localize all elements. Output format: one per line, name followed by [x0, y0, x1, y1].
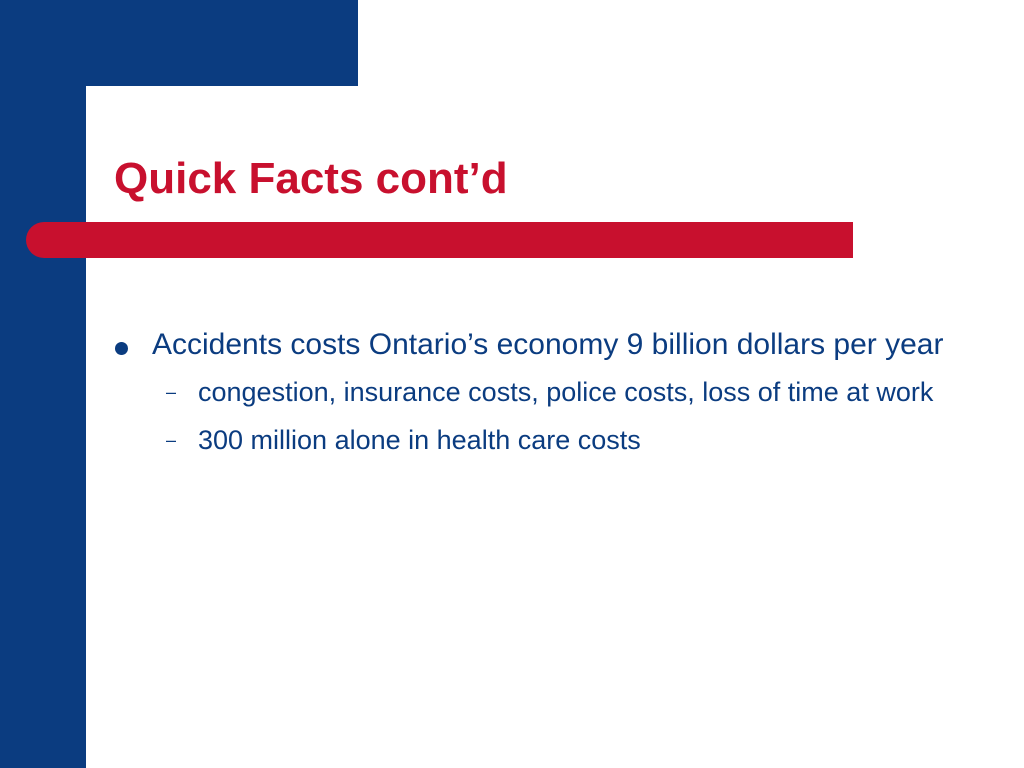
sub-bullet-item — [112, 372, 958, 412]
sub-bullet-item — [112, 420, 958, 460]
dash-marker-icon: – — [166, 430, 177, 450]
top-left-band — [0, 0, 358, 86]
bullet-dot-icon — [115, 342, 128, 355]
dash-marker-icon: – — [166, 382, 177, 402]
title-underline-bar — [26, 222, 853, 258]
slide-title: Quick Facts cont’d — [114, 154, 508, 203]
sub-bullet-text: 300 million alone in health care costs — [198, 425, 641, 455]
sub-bullet-list — [112, 372, 992, 460]
bullet-text: Accidents costs Ontario’s economy 9 billion dollars per year — [152, 328, 944, 361]
sub-bullet-text: congestion, insurance costs, police costs, loss of time at work — [198, 377, 934, 407]
bullet-item — [112, 326, 992, 364]
slide-body — [112, 326, 992, 468]
left-sidebar-band — [0, 0, 86, 768]
